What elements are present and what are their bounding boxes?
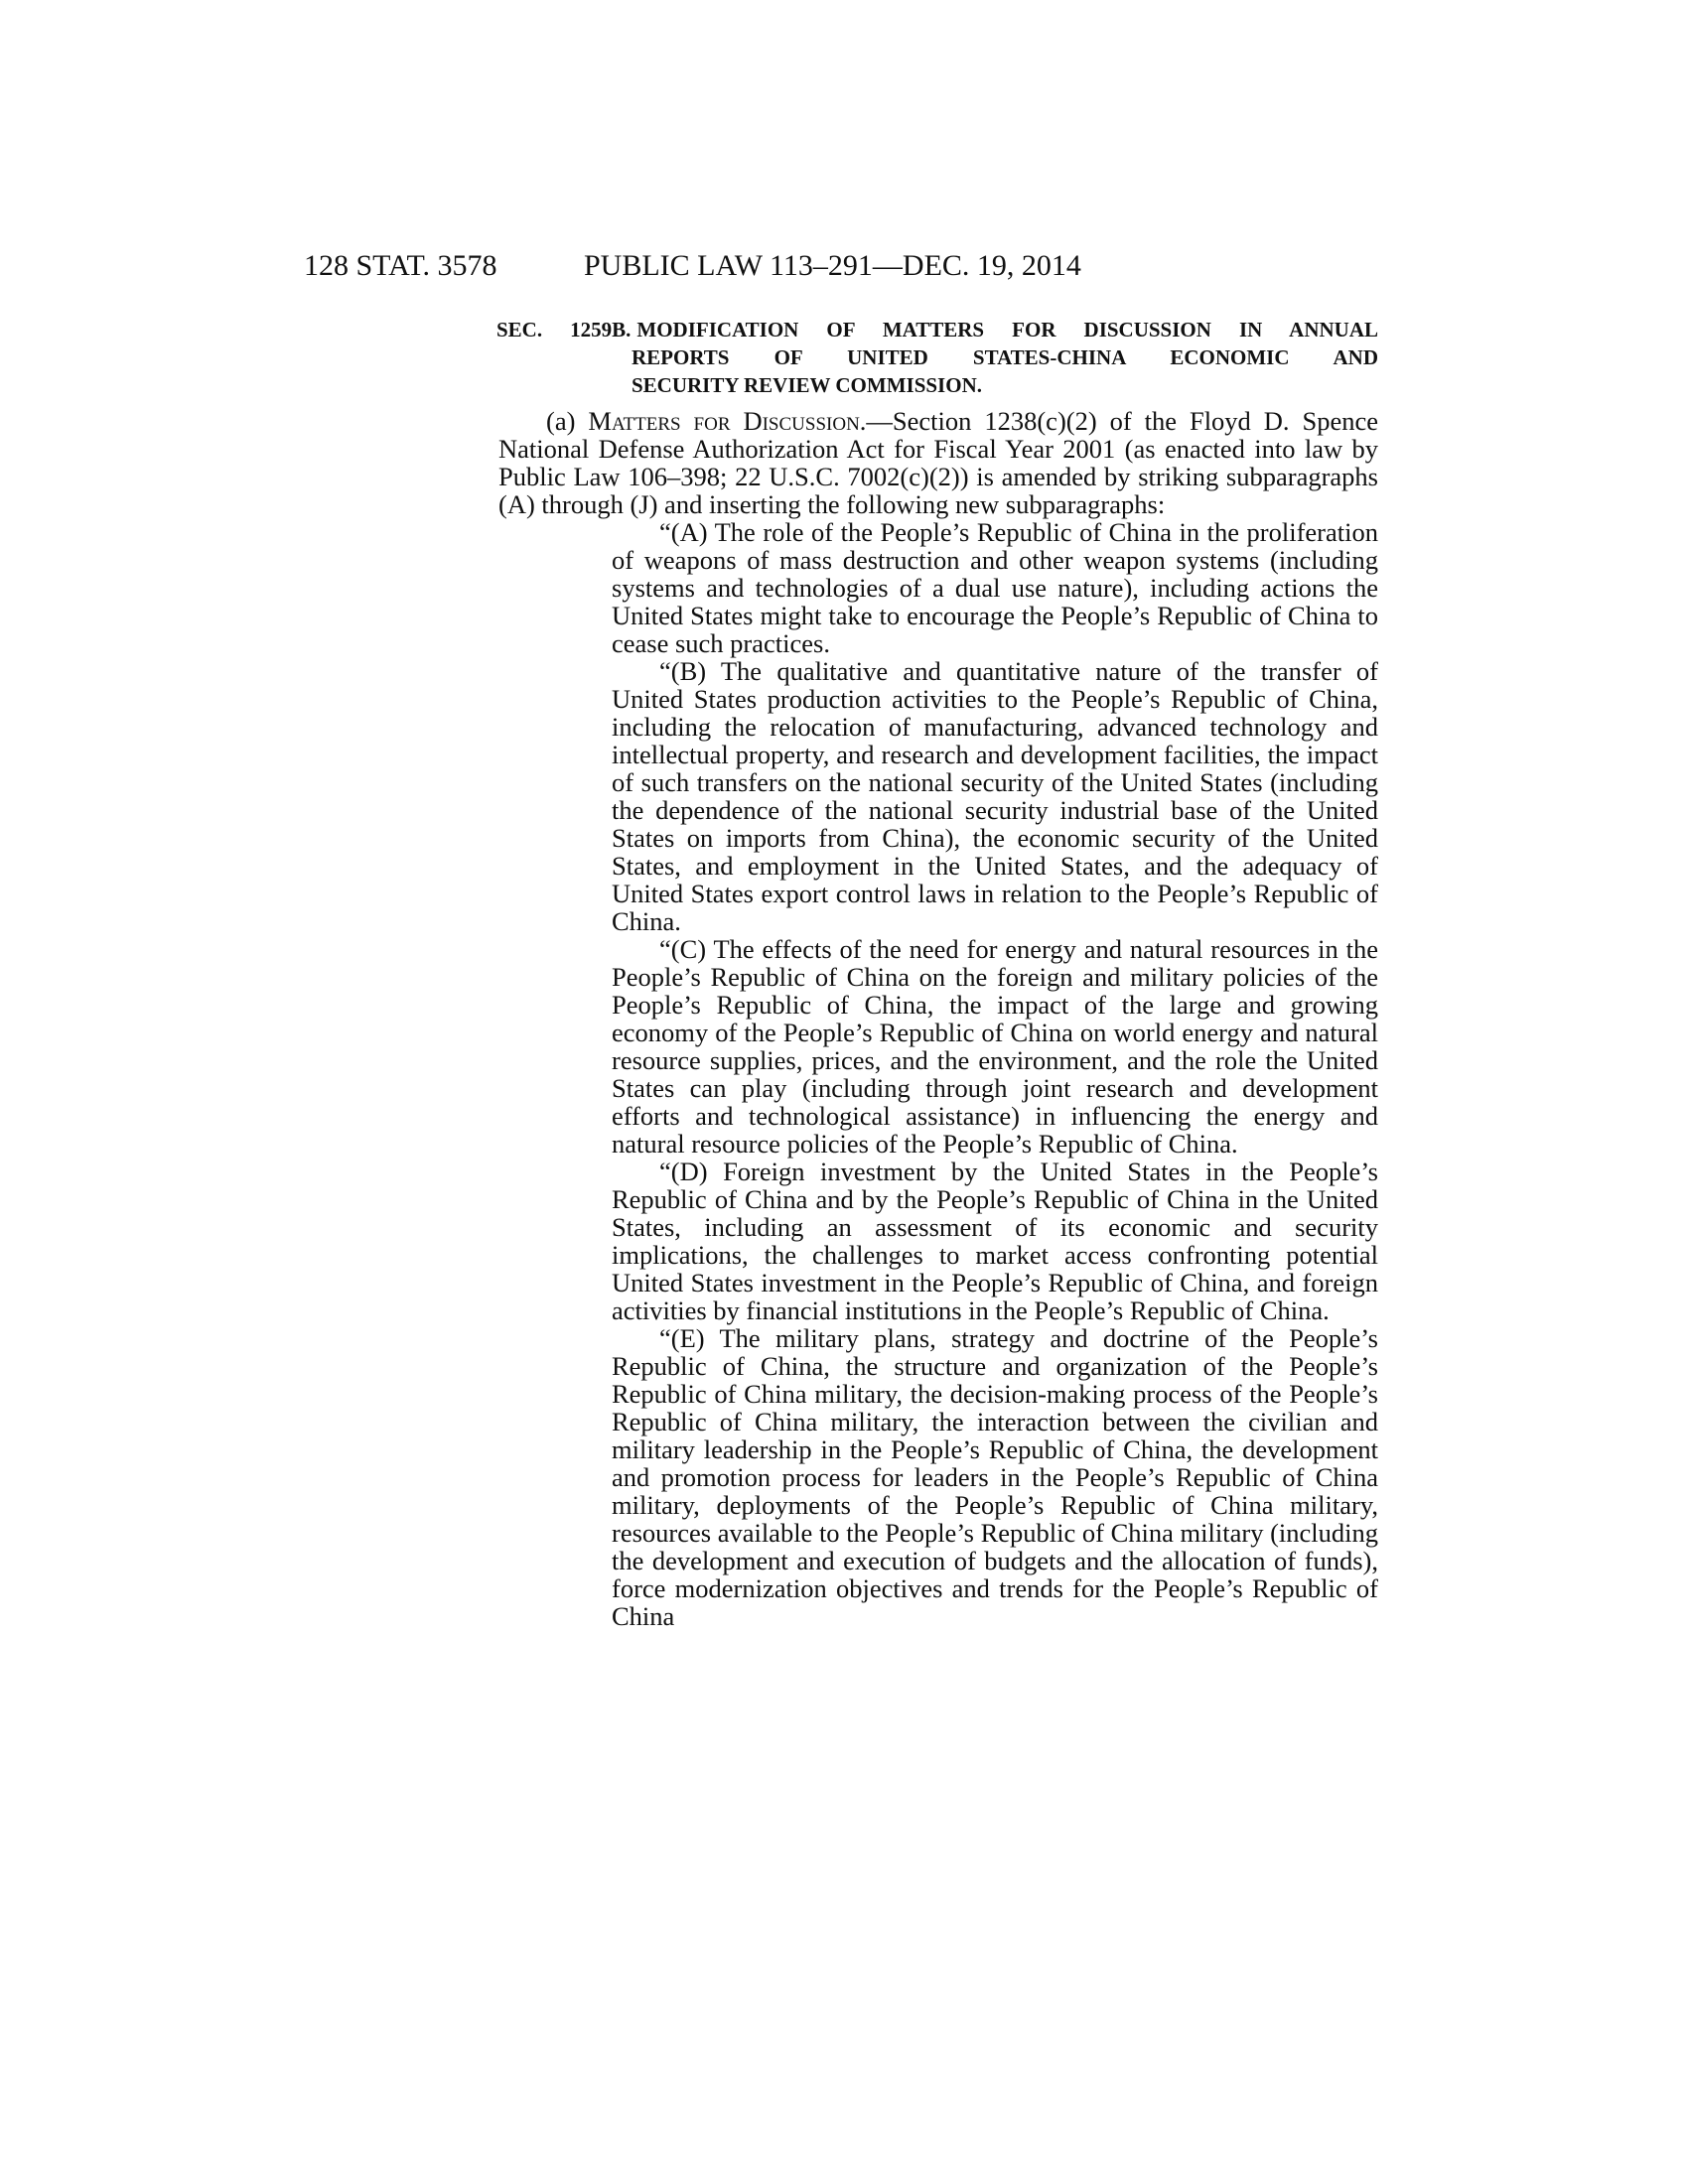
section-heading xyxy=(496,316,1378,399)
public-law-citation: PUBLIC LAW 113–291—DEC. 19, 2014 xyxy=(584,249,1081,282)
section-number: SEC. 1259B. xyxy=(496,318,632,341)
subparagraph-d: “(D) Foreign investment by the United States in the People’s Republic of China and by the People’s Republic of China in the United States, including an assessment of its economic and security implications, the challenges to market access confronting potential United States investment in the People’s Republic of China, and foreign activities by financial institutions in the People’s Republic of China. xyxy=(612,1157,1378,1325)
subsection-a xyxy=(498,407,1378,518)
subparagraph-c: “(C) The effects of the need for energy and natural resources in the People’s Republic of China on the foreign and military policies of the People’s Republic of China, the impact of the large and growing economy of the People’s Republic of China on world energy and natural resource supplies, prices, and the environment, and the role the United States can play (including through joint research and development efforts and technological assistance) in influencing the energy and natural resource policies of the People’s Republic of China. xyxy=(612,934,1378,1159)
section-title-line: SECURITY REVIEW COMMISSION. xyxy=(632,373,982,397)
subparagraph-a: “(A) The role of the People’s Republic of China in the proliferation of weapons of mass destruction and other weapon systems (including systems and technologies of a dual use nature), including actions the United States might take to encourage the People’s Republic of China to cease such practices. xyxy=(612,517,1378,658)
section-title-line: MODIFICATION OF MATTERS FOR DISCUSSION IN ANNUAL xyxy=(636,318,1379,341)
subparagraph-b: “(B) The qualitative and quantitative nature of the transfer of United States production activities to the People’s Republic of China, including the relocation of manufacturing, advanced technology and intellectual property, and research and development facilities, the impact of such transfers on the national security of the United States (including the dependence of the national security industrial base of the United States on imports from China), the economic security of the United States, and employment in the United States, and the adequacy of United States export control laws in relation to the People’s Republic of China. xyxy=(612,656,1378,936)
section-body xyxy=(498,407,1378,1630)
section-heading-line-2 xyxy=(496,343,1378,371)
running-head xyxy=(304,246,1376,286)
section-title-line: REPORTS OF UNITED STATES-CHINA ECONOMIC AND xyxy=(632,345,1378,369)
subparagraph-e: “(E) The military plans, strategy and doctrine of the People’s Republic of China, the structure and organization of the People’s Republic of China military, the decision-making process of the People’s Republic of China military, the interaction between the civilian and military leadership in the People’s Republic of China, the development and promotion process for leaders in the People’s Republic of China military, deployments of the People’s Republic of China military, resources available to the People’s Republic of China military (including the development and execution of budgets and the allocation of funds), force modernization objectives and trends for the People’s Republic of China xyxy=(612,1323,1378,1631)
subsection-a-heading: Matters for Discussion. xyxy=(588,406,867,436)
statute-citation: 128 STAT. 3578 xyxy=(304,249,497,282)
subsection-a-text: —Section 1238(c)(2) of the Floyd D. Spence National Defense Authorization Act for Fiscal Year 2001 (as enacted into law by Public Law 106–398; 22 U.S.C. 7002(c)(2)) is amended by striking subparagraphs (A) through (J) and inserting the following new subparagraphs: xyxy=(498,406,1378,519)
section-heading-line-3 xyxy=(496,371,1378,399)
section-heading-line-1 xyxy=(496,316,1378,343)
subsection-a-designator: (a) xyxy=(546,406,576,436)
